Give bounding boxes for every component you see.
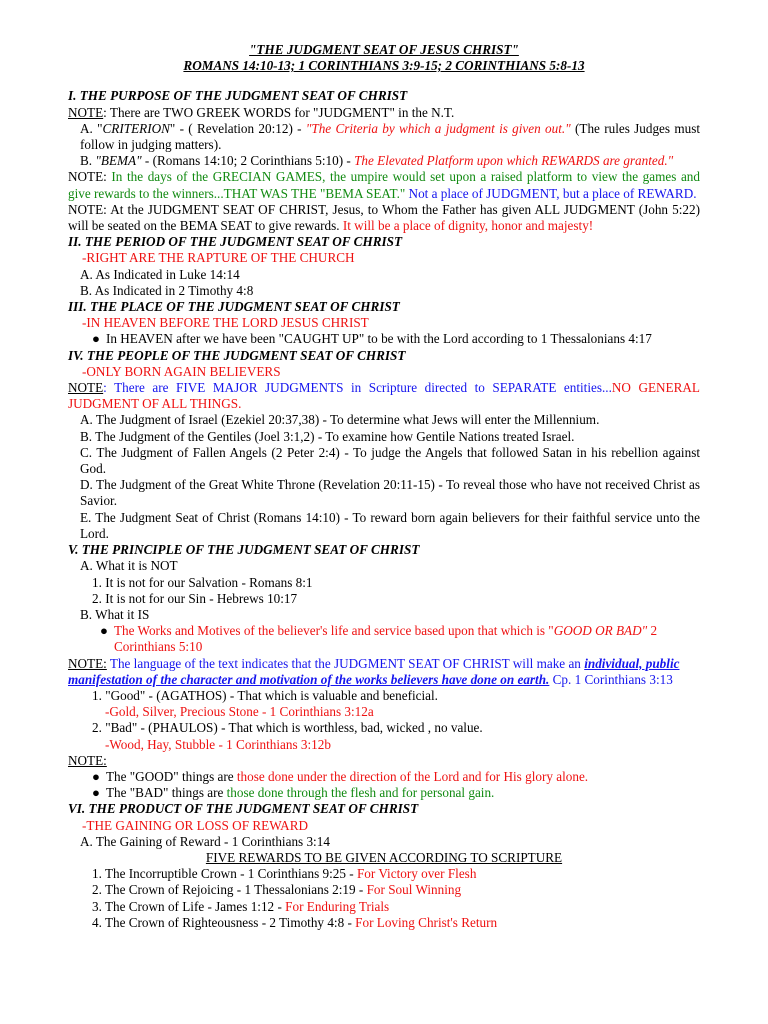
- item-b-ref: - (Romans 14:10; 2 Corinthians 5:10) -: [141, 153, 355, 169]
- reward-purpose: For Soul Winning: [366, 882, 462, 898]
- note-label: NOTE: [68, 104, 104, 120]
- item-a-definition: "The Criteria by which a judgment is given out.": [305, 120, 571, 136]
- s3-bullet: [68, 331, 700, 347]
- reward-purpose: For Victory over Flesh: [356, 866, 477, 882]
- item-a-ref: " - ( Revelation 20:12) -: [169, 120, 306, 136]
- reward-text: 2. The Crown of Rejoicing - 1 Thessalonians 2:19 -: [92, 882, 367, 898]
- bad-things-text: those done through the flesh and for personal gain.: [226, 785, 495, 801]
- s6-item-a: A. The Gaining of Reward - 1 Corinthians 3:14: [80, 833, 330, 849]
- s4-item-c: C. The Judgment of Fallen Angels (2 Peter 2:4) - To judge the Angels that followed Satan in his rebellion against God.: [80, 444, 700, 477]
- section-3-heading: III. THE PLACE OF THE JUDGMENT SEAT OF CHRIST: [68, 299, 400, 315]
- s5-item-a: A. What it is NOT: [80, 558, 178, 574]
- reward-item: [68, 899, 700, 915]
- good-or-bad-text: GOOD OR BAD": [553, 623, 648, 639]
- reward-item: [68, 915, 700, 931]
- s6-subheading: -THE GAINING OR LOSS OF REWARD: [82, 817, 309, 833]
- grecian-games-text: In the days of the GRECIAN GAMES, the umpire would set upon a raised platform to view the games and give rewards to the winners...THAT WAS THE "BEMA SEAT.": [68, 169, 700, 201]
- note-label: NOTE:: [68, 655, 107, 671]
- note-label: NOTE: [68, 380, 104, 396]
- s5-bullet-good: [68, 769, 700, 785]
- rewards-list: [68, 866, 700, 931]
- dignity-text: It will be a place of dignity, honor and majesty!: [342, 218, 594, 234]
- s5-bad: 2. "Bad" - (PHAULOS) - That which is worthless, bad, wicked , no value.: [92, 720, 483, 736]
- section-5-heading: V. THE PRINCIPLE OF THE JUDGMENT SEAT OF CHRIST: [68, 542, 420, 558]
- note-label: NOTE:: [68, 169, 107, 185]
- s4-item-b: B. The Judgment of the Gentiles (Joel 3:1,2) - To examine how Gentile Nations treated Israel.: [80, 428, 575, 444]
- item-a-note: (The rules Judges must follow in judging matters).: [80, 120, 700, 153]
- s1-item-a: [68, 121, 700, 153]
- s2-item-a: A. As Indicated in Luke 14:14: [80, 266, 240, 282]
- bullet-icon: ●: [92, 331, 100, 347]
- s5-note-language: [68, 656, 700, 688]
- s2-item-b: B. As Indicated in 2 Timothy 4:8: [80, 282, 254, 298]
- doc-subtitle: ROMANS 14:10-13; 1 CORINTHIANS 3:9-15; 2 CORINTHIANS 5:8-13: [183, 58, 585, 74]
- s5-bullet-works: [68, 623, 700, 655]
- reward-item: [68, 882, 700, 898]
- no-general-judgment-text: NO GENERAL JUDGMENT OF ALL THINGS.: [68, 380, 700, 412]
- s5-good-sub: -Gold, Silver, Precious Stone - 1 Corinthians 3:12a: [105, 704, 374, 720]
- bullet-icon: ●: [100, 623, 108, 639]
- bema-seat-text: NOTE: At the JUDGMENT SEAT OF CHRIST, Jesus, to Whom the Father has given ALL JUDGMENT (John 5:22) will be seated on the BEMA SEAT to give rewards.: [68, 201, 700, 234]
- language-ref: Cp. 1 Corinthians 3:13: [549, 671, 673, 687]
- reward-text: 1. The Incorruptible Crown - 1 Corinthians 9:25 -: [92, 866, 357, 882]
- good-things-text: those done under the direction of the Lord and for His glory alone.: [236, 768, 589, 784]
- s5-bad-sub: -Wood, Hay, Stubble - 1 Corinthians 3:12b: [105, 736, 331, 752]
- five-judgments-text: : There are FIVE MAJOR JUDGMENTS in Scripture directed to SEPARATE entities...: [103, 380, 612, 396]
- s5-item-b: B. What it IS: [80, 606, 150, 622]
- language-text: The language of the text indicates that the JUDGMENT SEAT OF CHRIST will make an: [106, 655, 585, 671]
- s5-note2-label: NOTE:: [68, 752, 107, 768]
- reward-purpose: For Enduring Trials: [285, 898, 390, 914]
- rewards-heading: FIVE REWARDS TO BE GIVEN ACCORDING TO SCRIPTURE: [205, 849, 563, 865]
- s1-note-grecian: [68, 169, 700, 201]
- s4-note: [68, 380, 700, 412]
- manifestation-text: individual, public manifestation of the character and motivation of the works believers have done on earth.: [68, 655, 680, 687]
- works-ref: 2 Corinthians 5:10: [114, 623, 658, 655]
- section-2-heading: II. THE PERIOD OF THE JUDGMENT SEAT OF CHRIST: [68, 234, 403, 250]
- s5-bullet-bad: [68, 785, 700, 801]
- reward-text: 3. The Crown of Life - James 1:12 -: [92, 898, 286, 914]
- works-motives-text: The Works and Motives of the believer's life and service based upon that which is ": [114, 623, 554, 639]
- s5-good: 1. "Good" - (AGATHOS) - That which is valuable and beneficial.: [92, 687, 438, 703]
- s4-item-d: D. The Judgment of the Great White Throne (Revelation 20:11-15) - To reveal those who have not received Christ as Savior.: [80, 477, 700, 509]
- section-4-heading: IV. THE PEOPLE OF THE JUDGMENT SEAT OF CHRIST: [68, 347, 406, 363]
- term-bema: "BEMA": [95, 153, 142, 169]
- s4-subheading: -ONLY BORN AGAIN BELIEVERS: [82, 363, 281, 379]
- s1-item-b: [68, 153, 700, 169]
- reward-text: 4. The Crown of Righteousness - 2 Timothy 4:8 -: [92, 914, 356, 930]
- reward-text: Not a place of JUDGMENT, but a place of REWARD.: [405, 185, 697, 201]
- title-block: [68, 42, 700, 74]
- term-criterion: CRITERION: [102, 120, 170, 136]
- reward-item: [68, 866, 700, 882]
- item-b-prefix: B.: [80, 153, 96, 169]
- bad-things-label: The "BAD" things are: [106, 785, 227, 801]
- s1-note: [68, 105, 700, 121]
- s2-subheading: -RIGHT ARE THE RAPTURE OF THE CHURCH: [82, 250, 355, 266]
- note-text: : There are TWO GREEK WORDS for "JUDGMENT" in the N.T.: [103, 104, 455, 120]
- good-things-label: The "GOOD" things are: [106, 768, 237, 784]
- s4-item-e: E. The Judgment Seat of Christ (Romans 14:10) - To reward born again believers for their faithful service unto the Lord.: [80, 509, 700, 541]
- bullet-text: In HEAVEN after we have been "CAUGHT UP" to be with the Lord according to 1 Thessalonians 4:17: [106, 331, 652, 347]
- item-a-prefix: A. ": [80, 120, 103, 136]
- document-body: [68, 42, 700, 931]
- section-6-heading: VI. THE PRODUCT OF THE JUDGMENT SEAT OF CHRIST: [68, 801, 419, 817]
- s1-note-bema: [68, 202, 700, 234]
- s5-item-a1: 1. It is not for our Salvation - Romans 8:1: [92, 574, 313, 590]
- s5-item-a2: 2. It is not for our Sin - Hebrews 10:17: [92, 590, 298, 606]
- section-1-heading: I. THE PURPOSE OF THE JUDGMENT SEAT OF CHRIST: [68, 88, 408, 104]
- bullet-icon: ●: [92, 785, 100, 801]
- s4-item-a: A. The Judgment of Israel (Ezekiel 20:37,38) - To determine what Jews will enter the Millennium.: [80, 412, 600, 428]
- s3-subheading: -IN HEAVEN BEFORE THE LORD JESUS CHRIST: [82, 315, 369, 331]
- item-b-definition: The Elevated Platform upon which REWARDS are granted.": [354, 153, 674, 169]
- doc-title: "THE JUDGMENT SEAT OF JESUS CHRIST": [249, 42, 519, 57]
- reward-purpose: For Loving Christ's Return: [355, 914, 498, 930]
- bullet-icon: ●: [92, 768, 100, 784]
